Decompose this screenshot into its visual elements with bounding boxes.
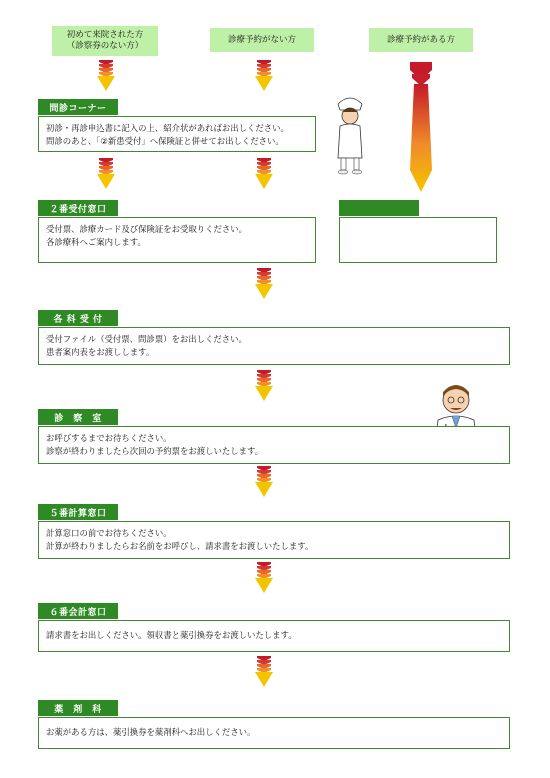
top-label-appointment-text: 診療予約がある方 (386, 34, 455, 45)
step-monshin-line1: 初診・再診申込書に記入の上、紹介状があればお出しください。 (46, 123, 289, 133)
long-arrow (410, 62, 432, 192)
top-label-first-visit-line1: 初めて来院された方 (66, 30, 144, 40)
flow-arrow (97, 158, 115, 189)
step-shinsatsu-line2: 診察が終わりましたら次回の予約票をお渡しいたします。 (46, 446, 264, 456)
flow-arrow (255, 158, 273, 189)
flow-arrow (255, 562, 273, 593)
arrow-head (97, 76, 115, 91)
step-keisan5-box (38, 521, 510, 559)
flow-arrow (255, 60, 273, 91)
step-kakuka-line2: 患者案内表をお渡しします。 (46, 347, 155, 357)
step-kaikei6-box (38, 620, 510, 652)
step-shinsatsu-box (38, 426, 510, 464)
step-uketsuke2-line2: 各診療科へご案内します。 (46, 237, 146, 247)
step-keisan5-title: ５番計算窓口 (38, 504, 118, 520)
step-uketsuke2-box (38, 217, 316, 263)
top-label-first-visit (52, 26, 158, 56)
arrow-head (255, 672, 273, 687)
step-kakuka-line1: 受付ファイル（受付票、問診票）をお出しください。 (46, 334, 247, 344)
top-label-no-appointment-text: 診療予約がない方 (227, 34, 296, 45)
top-label-appointment (369, 28, 473, 52)
step-uketsuke2-title: ２番受付窓口 (38, 200, 118, 216)
flow-arrow (255, 268, 273, 299)
arrow-head (97, 174, 115, 189)
arrow-head (255, 284, 273, 299)
arrow-head (255, 578, 273, 593)
step-shinsatsu-line1: お呼びするまでお待ちください。 (46, 433, 172, 443)
step-yakuzai-title: 薬 剤 科 (38, 700, 118, 716)
flow-arrow (97, 60, 115, 91)
arrow-head (255, 386, 273, 401)
step-kakuka-title: 各 科 受 付 (38, 310, 118, 326)
step-shinsatsu-title: 診 察 室 (38, 409, 118, 425)
top-label-first-visit-line2: （診察券のない方） (66, 41, 144, 51)
arrow-head (255, 76, 273, 91)
step-kakuka-box (38, 327, 510, 365)
step-kaikei6-line1: 請求書をお出しください。領収書と薬引換券をお渡しいたします。 (46, 630, 297, 640)
step-monshin-title: 問診コーナー (38, 99, 118, 115)
flow-arrow (255, 466, 273, 497)
arrow-head (255, 174, 273, 189)
step-yakuzai-line1: お薬がある方は、薬引換券を薬剤科へお出しください。 (46, 727, 256, 737)
step-yakuzai-box (38, 717, 510, 749)
step-saira-box (339, 217, 497, 263)
step-monshin-box (38, 116, 316, 152)
step-keisan5-line1: 計算窓口の前でお待ちください。 (46, 528, 172, 538)
step-keisan5-line2: 計算が終わりましたらお名前をお呼びし、請求書をお渡しいたします。 (46, 541, 314, 551)
step-uketsuke2-line1: 受付票、診療カード及び保険証をお受取りください。 (46, 224, 247, 234)
top-label-no-appointment (210, 28, 314, 52)
step-kaikei6-title: ６番会計窓口 (38, 603, 118, 619)
arrow-head (255, 482, 273, 497)
step-monshin-line2: 問診のあと、「②新患受付」へ保険証と併せてお出しください。 (46, 136, 284, 146)
step-saira-title (339, 200, 419, 216)
nurse-illustration (338, 98, 362, 174)
flow-arrow (255, 370, 273, 401)
flow-arrow (255, 656, 273, 687)
